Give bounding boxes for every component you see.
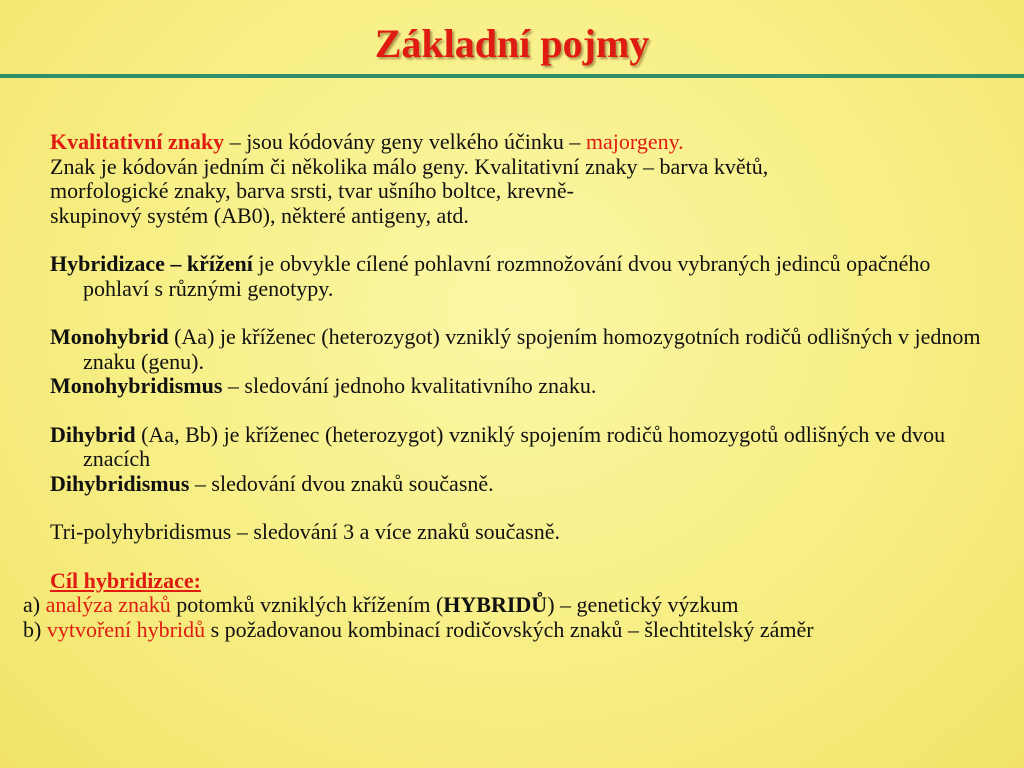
goal-item-b-highlight: vytvoření hybridů: [46, 616, 206, 642]
paragraph-monohybridism: [50, 374, 990, 399]
term-monohybrid: Monohybrid: [50, 324, 169, 349]
term-majorgenes: majorgeny.: [585, 129, 684, 154]
goal-item-a-text2: ) – genetický výzkum: [547, 592, 739, 617]
line-trait-examples: morfologické znaky, barva srsti, tvar ušního boltce, krevně-: [50, 178, 574, 203]
paragraph-monohybrid: [50, 325, 990, 374]
text-monohybrid: (Aa) je kříženec (heterozygot) vzniklý spojením homozygotních rodičů odlišných v jednom znaku (genu).: [83, 324, 981, 374]
goal-item-b-text: s požadovanou kombinací rodičovských znaků – šlechtitelský záměr: [205, 616, 814, 642]
goal-item-a-bold: HYBRIDŮ: [443, 592, 548, 617]
paragraph-dihybridism: [50, 472, 990, 497]
goal-item-a: [23, 592, 990, 618]
paragraph-polyhybridism: Tri-polyhybridismus – sledování 3 a více znaků současně.: [50, 519, 560, 544]
text-monohybridism: – sledování jednoho kvalitativního znaku.: [222, 373, 597, 398]
term-hybridization: Hybridizace – křížení: [50, 251, 253, 276]
term-dihybridism: Dihybridismus: [50, 470, 190, 496]
slide-body: [23, 129, 990, 642]
goal-item-b: [23, 616, 990, 643]
text-qualitative-traits: – jsou kódovány geny velkého účinku –: [224, 129, 586, 154]
text-hybridization: je obvykle cílené pohlavní rozmnožování dvou vybraných jedinců opačného pohlaví s různými genotypy.: [83, 251, 931, 301]
paragraph-dihybrid: [50, 423, 990, 472]
term-monohybridism: Monohybridismus: [50, 373, 223, 398]
goal-item-a-prefix: a): [23, 592, 46, 617]
heading-hybridization-goal: [50, 569, 990, 594]
title-divider: [0, 74, 1024, 78]
line-trait-coding: Znak je kódován jedním či několika málo geny. Kvalitativní znaky – barva květů,: [50, 153, 769, 179]
paragraph-qualitative-traits: [50, 130, 990, 155]
goal-item-a-text1: potomků vzniklých křížením (: [170, 592, 444, 617]
goal-item-a-highlight: analýza znaků: [45, 592, 171, 617]
goal-item-b-prefix: b): [23, 616, 47, 642]
term-qualitative-traits: Kvalitativní znaky: [50, 129, 225, 154]
paragraph-hybridization: [50, 252, 990, 301]
line-blood-system: skupinový systém (AB0), některé antigeny, atd.: [50, 202, 469, 228]
term-dihybrid: Dihybrid: [50, 421, 136, 447]
heading-hybridization-goal-text: Cíl hybridizace:: [50, 567, 201, 593]
text-dihybrid: (Aa, Bb) je kříženec (heterozygot) vzniklý spojením rodičů homozygotů odlišných ve dvou znacích: [83, 421, 946, 471]
slide-title: Základní pojmy: [374, 21, 650, 66]
text-dihybridism: – sledování dvou znaků současně.: [189, 470, 494, 496]
